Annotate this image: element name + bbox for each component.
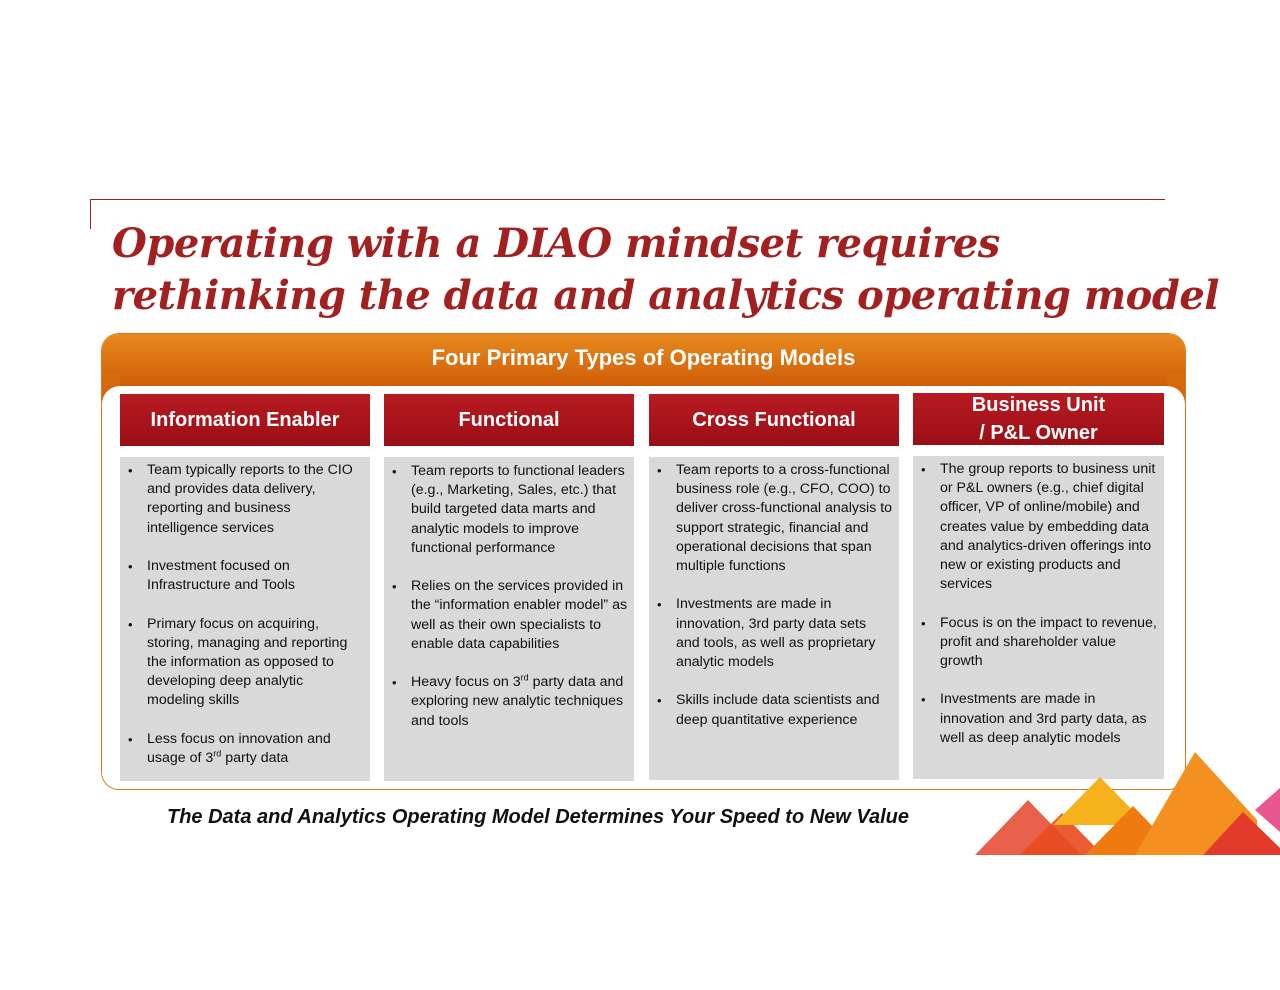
list-item: • The group reports to business unit or P&L owners (e.g., chief digital officer, VP of online/mobile) and creates value by embedding data and analytics-driven offerings into new or existing products and services [940, 460, 1158, 594]
decorative-triangles-graphic [975, 750, 1280, 855]
slide-title-line-1: Operating with a DIAO mindset requires [112, 220, 1000, 267]
list-item: • Team reports to functional leaders (e.g., Marketing, Sales, etc.) that build targeted data marts and analytic models to improve functional performance [411, 462, 628, 558]
list-item: • Team reports to a cross-functional business role (e.g., CFO, COO) to deliver cross-functional analysis to support strategic, financial and operational decisions that span multiple functions [676, 461, 893, 576]
column-body-cross-functional [649, 457, 899, 780]
list-item: • Primary focus on acquiring, storing, managing and reporting the information as opposed to developing deep analytic modeling skills [147, 615, 364, 711]
list-item: • Relies on the services provided in the “information enabler model” as well as their own specialists to enable data capabilities [411, 577, 628, 654]
bullet-list [390, 462, 628, 731]
column-header-label: Information Enabler [150, 409, 340, 431]
column-header-functional [384, 394, 634, 446]
list-item-text: Less focus on innovation and usage of 3 [147, 730, 331, 766]
column-header-business-unit [913, 393, 1164, 445]
column-body-business-unit [913, 456, 1164, 779]
column-header-label-line-2: / P&L Owner [979, 422, 1098, 444]
list-item: • Team typically reports to the CIO and provides data delivery, reporting and business intelligence services [147, 461, 364, 538]
list-item-text: party data and exploring new analytic techniques and tools [411, 674, 624, 729]
column-body-functional [384, 457, 634, 781]
list-item-text: Heavy focus on 3 [411, 674, 521, 691]
bullet-list [126, 461, 364, 768]
superscript: rd [520, 672, 529, 683]
list-item: • Investment focused on Infrastructure and Tools [147, 557, 364, 595]
column-header-label-line-1: Business Unit [971, 394, 1106, 416]
column-header-cross-functional [649, 394, 899, 446]
column-header-information-enabler [120, 394, 370, 446]
list-item: • Focus is on the impact to revenue, profit and shareholder value growth [940, 614, 1158, 672]
column-header-label: Functional [458, 409, 560, 431]
list-item [411, 673, 628, 731]
list-item: • Investments are made in innovation and 3rd party data, as well as deep analytic models [940, 690, 1158, 748]
title-rule-corner [90, 199, 91, 229]
panel-heading: Four Primary Types of Operating Models [431, 345, 856, 370]
bullet-list [919, 460, 1158, 748]
list-item-text: party data [221, 750, 289, 766]
column-body-information-enabler [120, 457, 370, 781]
panel-header [102, 334, 1185, 386]
deco-triangle [1255, 788, 1280, 832]
superscript: rd [213, 748, 222, 759]
list-item: • Skills include data scientists and deep quantitative experience [676, 691, 893, 729]
slide-title-line-2: rethinking the data and analytics operating model [112, 272, 1219, 319]
title-rule [90, 199, 1165, 200]
list-item: • Investments are made in innovation, 3rd party data sets and tools, as well as proprietary analytic models [676, 595, 893, 672]
bullet-list [655, 461, 893, 730]
column-header-label: Cross Functional [692, 409, 856, 431]
slide-title [112, 218, 1272, 322]
list-item [147, 730, 364, 768]
operating-models-panel [101, 333, 1186, 790]
footer-tagline: The Data and Analytics Operating Model Determines Your Speed to New Value [167, 806, 910, 828]
